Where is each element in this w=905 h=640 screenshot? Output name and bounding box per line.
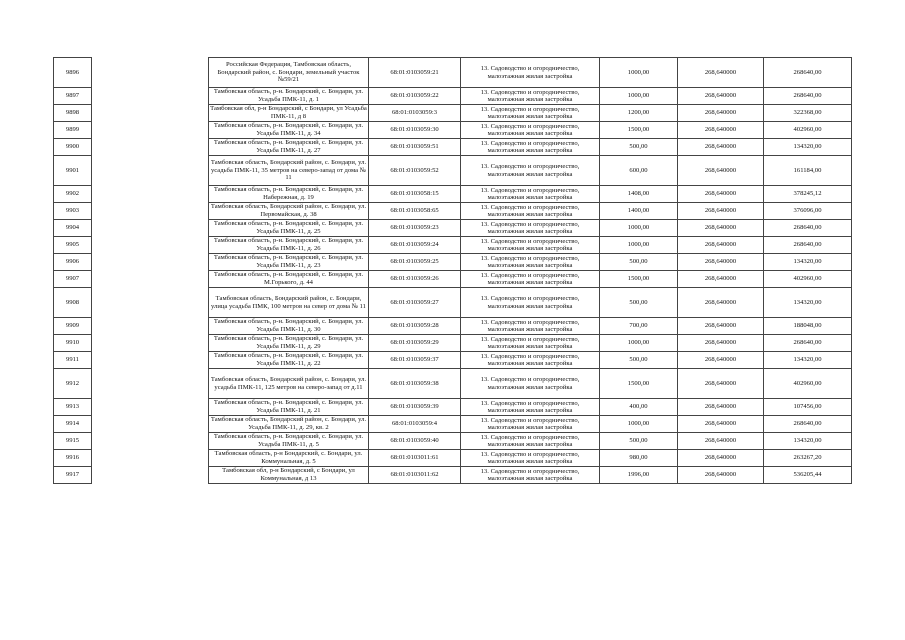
cadastral-value-cell: 188048,00 bbox=[764, 318, 852, 335]
table-row bbox=[209, 352, 852, 369]
table-row bbox=[209, 122, 852, 139]
cadastral-value-cell: 402960,00 bbox=[764, 369, 852, 399]
cadastral-value-cell: 268640,00 bbox=[764, 237, 852, 254]
land-use-cell: 13. Садоводство и огородничество, малоэтажная жилая застройка bbox=[461, 237, 600, 254]
address-cell: Российская Федерация, Тамбовская область, Бондарский район, с. Бондари, земельный участок №59/21 bbox=[209, 58, 369, 88]
address-cell: Тамбовская область, р-н. Бондарский, с. Бондари, ул. Усадьба ПМК-11, д. 34 bbox=[209, 122, 369, 139]
row-number: 9904 bbox=[54, 220, 92, 237]
row-number: 9913 bbox=[54, 399, 92, 416]
land-use-cell: 13. Садоводство и огородничество, малоэтажная жилая застройка bbox=[461, 254, 600, 271]
land-use-cell: 13. Садоводство и огородничество, малоэтажная жилая застройка bbox=[461, 271, 600, 288]
row-number-column bbox=[53, 57, 92, 484]
cadastral-value-cell: 378245,12 bbox=[764, 186, 852, 203]
row-number: 9915 bbox=[54, 433, 92, 450]
cadastral-value-cell: 322368,00 bbox=[764, 105, 852, 122]
cadastral-number-cell: 68:01:0103011:61 bbox=[369, 450, 461, 467]
area-cell: 500,00 bbox=[600, 288, 678, 318]
area-cell: 1500,00 bbox=[600, 271, 678, 288]
cadastral-value-cell: 376096,00 bbox=[764, 203, 852, 220]
address-cell: Тамбовская область, р-н Бондарский, с. Бондари, ул. Коммунальная, д. 5 bbox=[209, 450, 369, 467]
rate-cell: 268,640000 bbox=[678, 88, 764, 105]
area-cell: 400,00 bbox=[600, 399, 678, 416]
row-number: 9907 bbox=[54, 271, 92, 288]
land-use-cell: 13. Садоводство и огородничество, малоэтажная жилая застройка bbox=[461, 318, 600, 335]
table-row bbox=[209, 220, 852, 237]
area-cell: 1000,00 bbox=[600, 58, 678, 88]
rate-cell: 268,640000 bbox=[678, 139, 764, 156]
land-use-cell: 13. Садоводство и огородничество, малоэтажная жилая застройка bbox=[461, 352, 600, 369]
land-use-cell: 13. Садоводство и огородничество, малоэтажная жилая застройка bbox=[461, 122, 600, 139]
address-cell: Тамбовская область, р-н. Бондарский, с. Бондари, ул. М.Горького, д. 44 bbox=[209, 271, 369, 288]
land-use-cell: 13. Садоводство и огородничество, малоэтажная жилая застройка bbox=[461, 450, 600, 467]
table-row bbox=[209, 416, 852, 433]
cadastral-value-cell: 134320,00 bbox=[764, 352, 852, 369]
address-cell: Тамбовская область, р-н. Бондарский, с. Бондари, ул. Усадьба ПМК-11, д. 27 bbox=[209, 139, 369, 156]
cadastral-number-cell: 68:01:0103059:38 bbox=[369, 369, 461, 399]
table-row bbox=[209, 433, 852, 450]
area-cell: 1000,00 bbox=[600, 220, 678, 237]
rate-cell: 268,640000 bbox=[678, 203, 764, 220]
cadastral-value-cell: 134320,00 bbox=[764, 433, 852, 450]
row-number: 9911 bbox=[54, 352, 92, 369]
area-cell: 980,00 bbox=[600, 450, 678, 467]
cadastral-number-cell: 68:01:0103058:15 bbox=[369, 186, 461, 203]
row-number: 9909 bbox=[54, 318, 92, 335]
rate-cell: 268,640000 bbox=[678, 335, 764, 352]
cadastral-number-cell: 68:01:0103059:30 bbox=[369, 122, 461, 139]
address-cell: Тамбовская обл, р-н Бондарский, с Бондари, ул Коммунальная, д 13 bbox=[209, 467, 369, 484]
land-use-cell: 13. Садоводство и огородничество, малоэтажная жилая застройка bbox=[461, 58, 600, 88]
land-use-cell: 13. Садоводство и огородничество, малоэтажная жилая застройка bbox=[461, 335, 600, 352]
row-number: 9912 bbox=[54, 369, 92, 399]
cadastral-value-cell: 402960,00 bbox=[764, 271, 852, 288]
land-plot-table bbox=[208, 57, 852, 484]
area-cell: 1000,00 bbox=[600, 416, 678, 433]
table-row bbox=[209, 271, 852, 288]
rate-cell: 268,640000 bbox=[678, 237, 764, 254]
rate-cell: 268,640000 bbox=[678, 122, 764, 139]
row-number: 9917 bbox=[54, 467, 92, 484]
cadastral-number-cell: 68:01:0103059:40 bbox=[369, 433, 461, 450]
area-cell: 1996,00 bbox=[600, 467, 678, 484]
rate-cell: 268,640000 bbox=[678, 58, 764, 88]
area-cell: 1000,00 bbox=[600, 335, 678, 352]
cadastral-number-cell: 68:01:0103059:4 bbox=[369, 416, 461, 433]
area-cell: 500,00 bbox=[600, 433, 678, 450]
address-cell: Тамбовская область, р-н. Бондарский, с. Бондари, ул. Усадьба ПМК-11, д. 26 bbox=[209, 237, 369, 254]
cadastral-number-cell: 68:01:0103059:3 bbox=[369, 105, 461, 122]
area-cell: 700,00 bbox=[600, 318, 678, 335]
table-row bbox=[209, 288, 852, 318]
land-use-cell: 13. Садоводство и огородничество, малоэтажная жилая застройка bbox=[461, 139, 600, 156]
row-number: 9896 bbox=[54, 58, 92, 88]
area-cell: 500,00 bbox=[600, 352, 678, 369]
cadastral-value-cell: 268640,00 bbox=[764, 335, 852, 352]
area-cell: 600,00 bbox=[600, 156, 678, 186]
rate-cell: 268,640000 bbox=[678, 369, 764, 399]
row-number: 9898 bbox=[54, 105, 92, 122]
address-cell: Тамбовская область, р-н. Бондарский, с. Бондари, ул. Усадьба ПМК-11, д. 23 bbox=[209, 254, 369, 271]
cadastral-number-cell: 68:01:0103059:51 bbox=[369, 139, 461, 156]
land-use-cell: 13. Садоводство и огородничество, малоэтажная жилая застройка bbox=[461, 88, 600, 105]
cadastral-number-cell: 68:01:0103059:24 bbox=[369, 237, 461, 254]
address-cell: Тамбовская область, р-н. Бондарский, с. Бондари, ул. Набережная, д. 19 bbox=[209, 186, 369, 203]
rate-cell: 268,640000 bbox=[678, 288, 764, 318]
land-use-cell: 13. Садоводство и огородничество, малоэтажная жилая застройка bbox=[461, 288, 600, 318]
cadastral-value-cell: 263267,20 bbox=[764, 450, 852, 467]
address-cell: Тамбовская область, р-н. Бондарский, с. Бондари, ул. Усадьба ПМК-11, д. 29 bbox=[209, 335, 369, 352]
row-number: 9903 bbox=[54, 203, 92, 220]
address-cell: Тамбовская область, р-н. Бондарский, с. Бондари, ул. Усадьба ПМК-11, д. 5 bbox=[209, 433, 369, 450]
cadastral-value-cell: 536205,44 bbox=[764, 467, 852, 484]
table-row bbox=[209, 399, 852, 416]
rate-cell: 268,640000 bbox=[678, 399, 764, 416]
rate-cell: 268,640000 bbox=[678, 271, 764, 288]
cadastral-value-cell: 107456,00 bbox=[764, 399, 852, 416]
row-number: 9899 bbox=[54, 122, 92, 139]
rate-cell: 268,640000 bbox=[678, 433, 764, 450]
cadastral-number-cell: 68:01:0103059:39 bbox=[369, 399, 461, 416]
table-row bbox=[209, 156, 852, 186]
area-cell: 500,00 bbox=[600, 139, 678, 156]
cadastral-number-cell: 68:01:0103059:29 bbox=[369, 335, 461, 352]
address-cell: Тамбовская область, р-н. Бондарский, с. Бондари, ул. Усадьба ПМК-11, д. 30 bbox=[209, 318, 369, 335]
cadastral-number-cell: 68:01:0103059:26 bbox=[369, 271, 461, 288]
land-use-cell: 13. Садоводство и огородничество, малоэтажная жилая застройка bbox=[461, 105, 600, 122]
table-row bbox=[209, 237, 852, 254]
address-cell: Тамбовская область, р-н. Бондарский, с. Бондари, ул. Усадьба ПМК-11, д. 21 bbox=[209, 399, 369, 416]
area-cell: 1000,00 bbox=[600, 88, 678, 105]
land-use-cell: 13. Садоводство и огородничество, малоэтажная жилая застройка bbox=[461, 433, 600, 450]
cadastral-number-cell: 68:01:0103059:28 bbox=[369, 318, 461, 335]
rate-cell: 268,640000 bbox=[678, 186, 764, 203]
row-number: 9914 bbox=[54, 416, 92, 433]
land-use-cell: 13. Садоводство и огородничество, малоэтажная жилая застройка bbox=[461, 416, 600, 433]
row-number: 9901 bbox=[54, 156, 92, 186]
row-number: 9910 bbox=[54, 335, 92, 352]
cadastral-value-cell: 268640,00 bbox=[764, 58, 852, 88]
table-row bbox=[209, 203, 852, 220]
land-use-cell: 13. Садоводство и огородничество, малоэтажная жилая застройка bbox=[461, 467, 600, 484]
area-cell: 500,00 bbox=[600, 254, 678, 271]
cadastral-number-cell: 68:01:0103059:37 bbox=[369, 352, 461, 369]
address-cell: Тамбовская область, р-н. Бондарский, с. Бондари, ул. Усадьба ПМК-11, д. 25 bbox=[209, 220, 369, 237]
land-use-cell: 13. Садоводство и огородничество, малоэтажная жилая застройка bbox=[461, 156, 600, 186]
cadastral-value-cell: 161184,00 bbox=[764, 156, 852, 186]
cadastral-value-cell: 268640,00 bbox=[764, 220, 852, 237]
table-row bbox=[209, 186, 852, 203]
land-use-cell: 13. Садоводство и огородничество, малоэтажная жилая застройка bbox=[461, 203, 600, 220]
row-number: 9916 bbox=[54, 450, 92, 467]
area-cell: 1200,00 bbox=[600, 105, 678, 122]
cadastral-number-cell: 68:01:0103059:25 bbox=[369, 254, 461, 271]
table-row bbox=[209, 467, 852, 484]
cadastral-value-cell: 134320,00 bbox=[764, 288, 852, 318]
rate-cell: 268,640000 bbox=[678, 450, 764, 467]
rate-cell: 268,640000 bbox=[678, 318, 764, 335]
address-cell: Тамбовская область, Бондарский район, с. Бондари, улица усадьба ПМК, 100 метров на север от дома № 11 bbox=[209, 288, 369, 318]
land-use-cell: 13. Садоводство и огородничество, малоэтажная жилая застройка bbox=[461, 186, 600, 203]
area-cell: 1500,00 bbox=[600, 122, 678, 139]
address-cell: Тамбовская область, Бондарский район, с. Бондари, ул. усадьба ПМК-11, 125 метров на северо-запад от д.11 bbox=[209, 369, 369, 399]
address-cell: Тамбовская область, Бондарский район, с. Бондари, ул. Усадьба ПМК-11, д. 29, кв. 2 bbox=[209, 416, 369, 433]
land-use-cell: 13. Садоводство и огородничество, малоэтажная жилая застройка bbox=[461, 220, 600, 237]
cadastral-number-cell: 68:01:0103011:62 bbox=[369, 467, 461, 484]
address-cell: Тамбовская область, Бондарский район, с. Бондари, ул. Первомайская, д. 38 bbox=[209, 203, 369, 220]
table-row bbox=[209, 335, 852, 352]
table-row bbox=[209, 318, 852, 335]
address-cell: Тамбовская область, Бондарский район, с. Бондари, ул. усадьба ПМК-11, 35 метров на северо-запад от дома № 11 bbox=[209, 156, 369, 186]
row-number: 9902 bbox=[54, 186, 92, 203]
cadastral-value-cell: 268640,00 bbox=[764, 88, 852, 105]
rate-cell: 268,640000 bbox=[678, 220, 764, 237]
table-row bbox=[209, 58, 852, 88]
row-number: 9906 bbox=[54, 254, 92, 271]
cadastral-value-cell: 134320,00 bbox=[764, 139, 852, 156]
row-number: 9908 bbox=[54, 288, 92, 318]
cadastral-number-cell: 68:01:0103059:23 bbox=[369, 220, 461, 237]
rate-cell: 268,640000 bbox=[678, 105, 764, 122]
rate-cell: 268,640000 bbox=[678, 254, 764, 271]
table-row bbox=[209, 139, 852, 156]
rate-cell: 268,640000 bbox=[678, 467, 764, 484]
area-cell: 1400,00 bbox=[600, 203, 678, 220]
cadastral-number-cell: 68:01:0103058:65 bbox=[369, 203, 461, 220]
area-cell: 1408,00 bbox=[600, 186, 678, 203]
table-row bbox=[209, 369, 852, 399]
row-number: 9900 bbox=[54, 139, 92, 156]
row-number: 9897 bbox=[54, 88, 92, 105]
cadastral-number-cell: 68:01:0103059:21 bbox=[369, 58, 461, 88]
cadastral-value-cell: 268640,00 bbox=[764, 416, 852, 433]
area-cell: 1500,00 bbox=[600, 369, 678, 399]
address-cell: Тамбовская область, р-н. Бондарский, с. Бондари, ул. Усадьба ПМК-11, д. 22 bbox=[209, 352, 369, 369]
cadastral-number-cell: 68:01:0103059:22 bbox=[369, 88, 461, 105]
table-row bbox=[209, 88, 852, 105]
cadastral-value-cell: 134320,00 bbox=[764, 254, 852, 271]
table-row bbox=[209, 105, 852, 122]
address-cell: Тамбовская обл, р-н Бондарский, с Бондари, ул Усадьба ПМК-11, д 8 bbox=[210, 105, 367, 120]
cadastral-number-cell: 68:01:0103059:27 bbox=[369, 288, 461, 318]
table-row bbox=[209, 450, 852, 467]
table-row bbox=[209, 254, 852, 271]
area-cell: 1000,00 bbox=[600, 237, 678, 254]
address-cell: Тамбовская область, р-н. Бондарский, с. Бондари, ул. Усадьба ПМК-11, д. 1 bbox=[209, 88, 369, 105]
cadastral-value-cell: 402960,00 bbox=[764, 122, 852, 139]
land-use-cell: 13. Садоводство и огородничество, малоэтажная жилая застройка bbox=[461, 369, 600, 399]
row-number: 9905 bbox=[54, 237, 92, 254]
rate-cell: 268,640000 bbox=[678, 156, 764, 186]
rate-cell: 268,640000 bbox=[678, 416, 764, 433]
rate-cell: 268,640000 bbox=[678, 352, 764, 369]
land-use-cell: 13. Садоводство и огородничество, малоэтажная жилая застройка bbox=[461, 399, 600, 416]
cadastral-number-cell: 68:01:0103059:52 bbox=[369, 156, 461, 186]
